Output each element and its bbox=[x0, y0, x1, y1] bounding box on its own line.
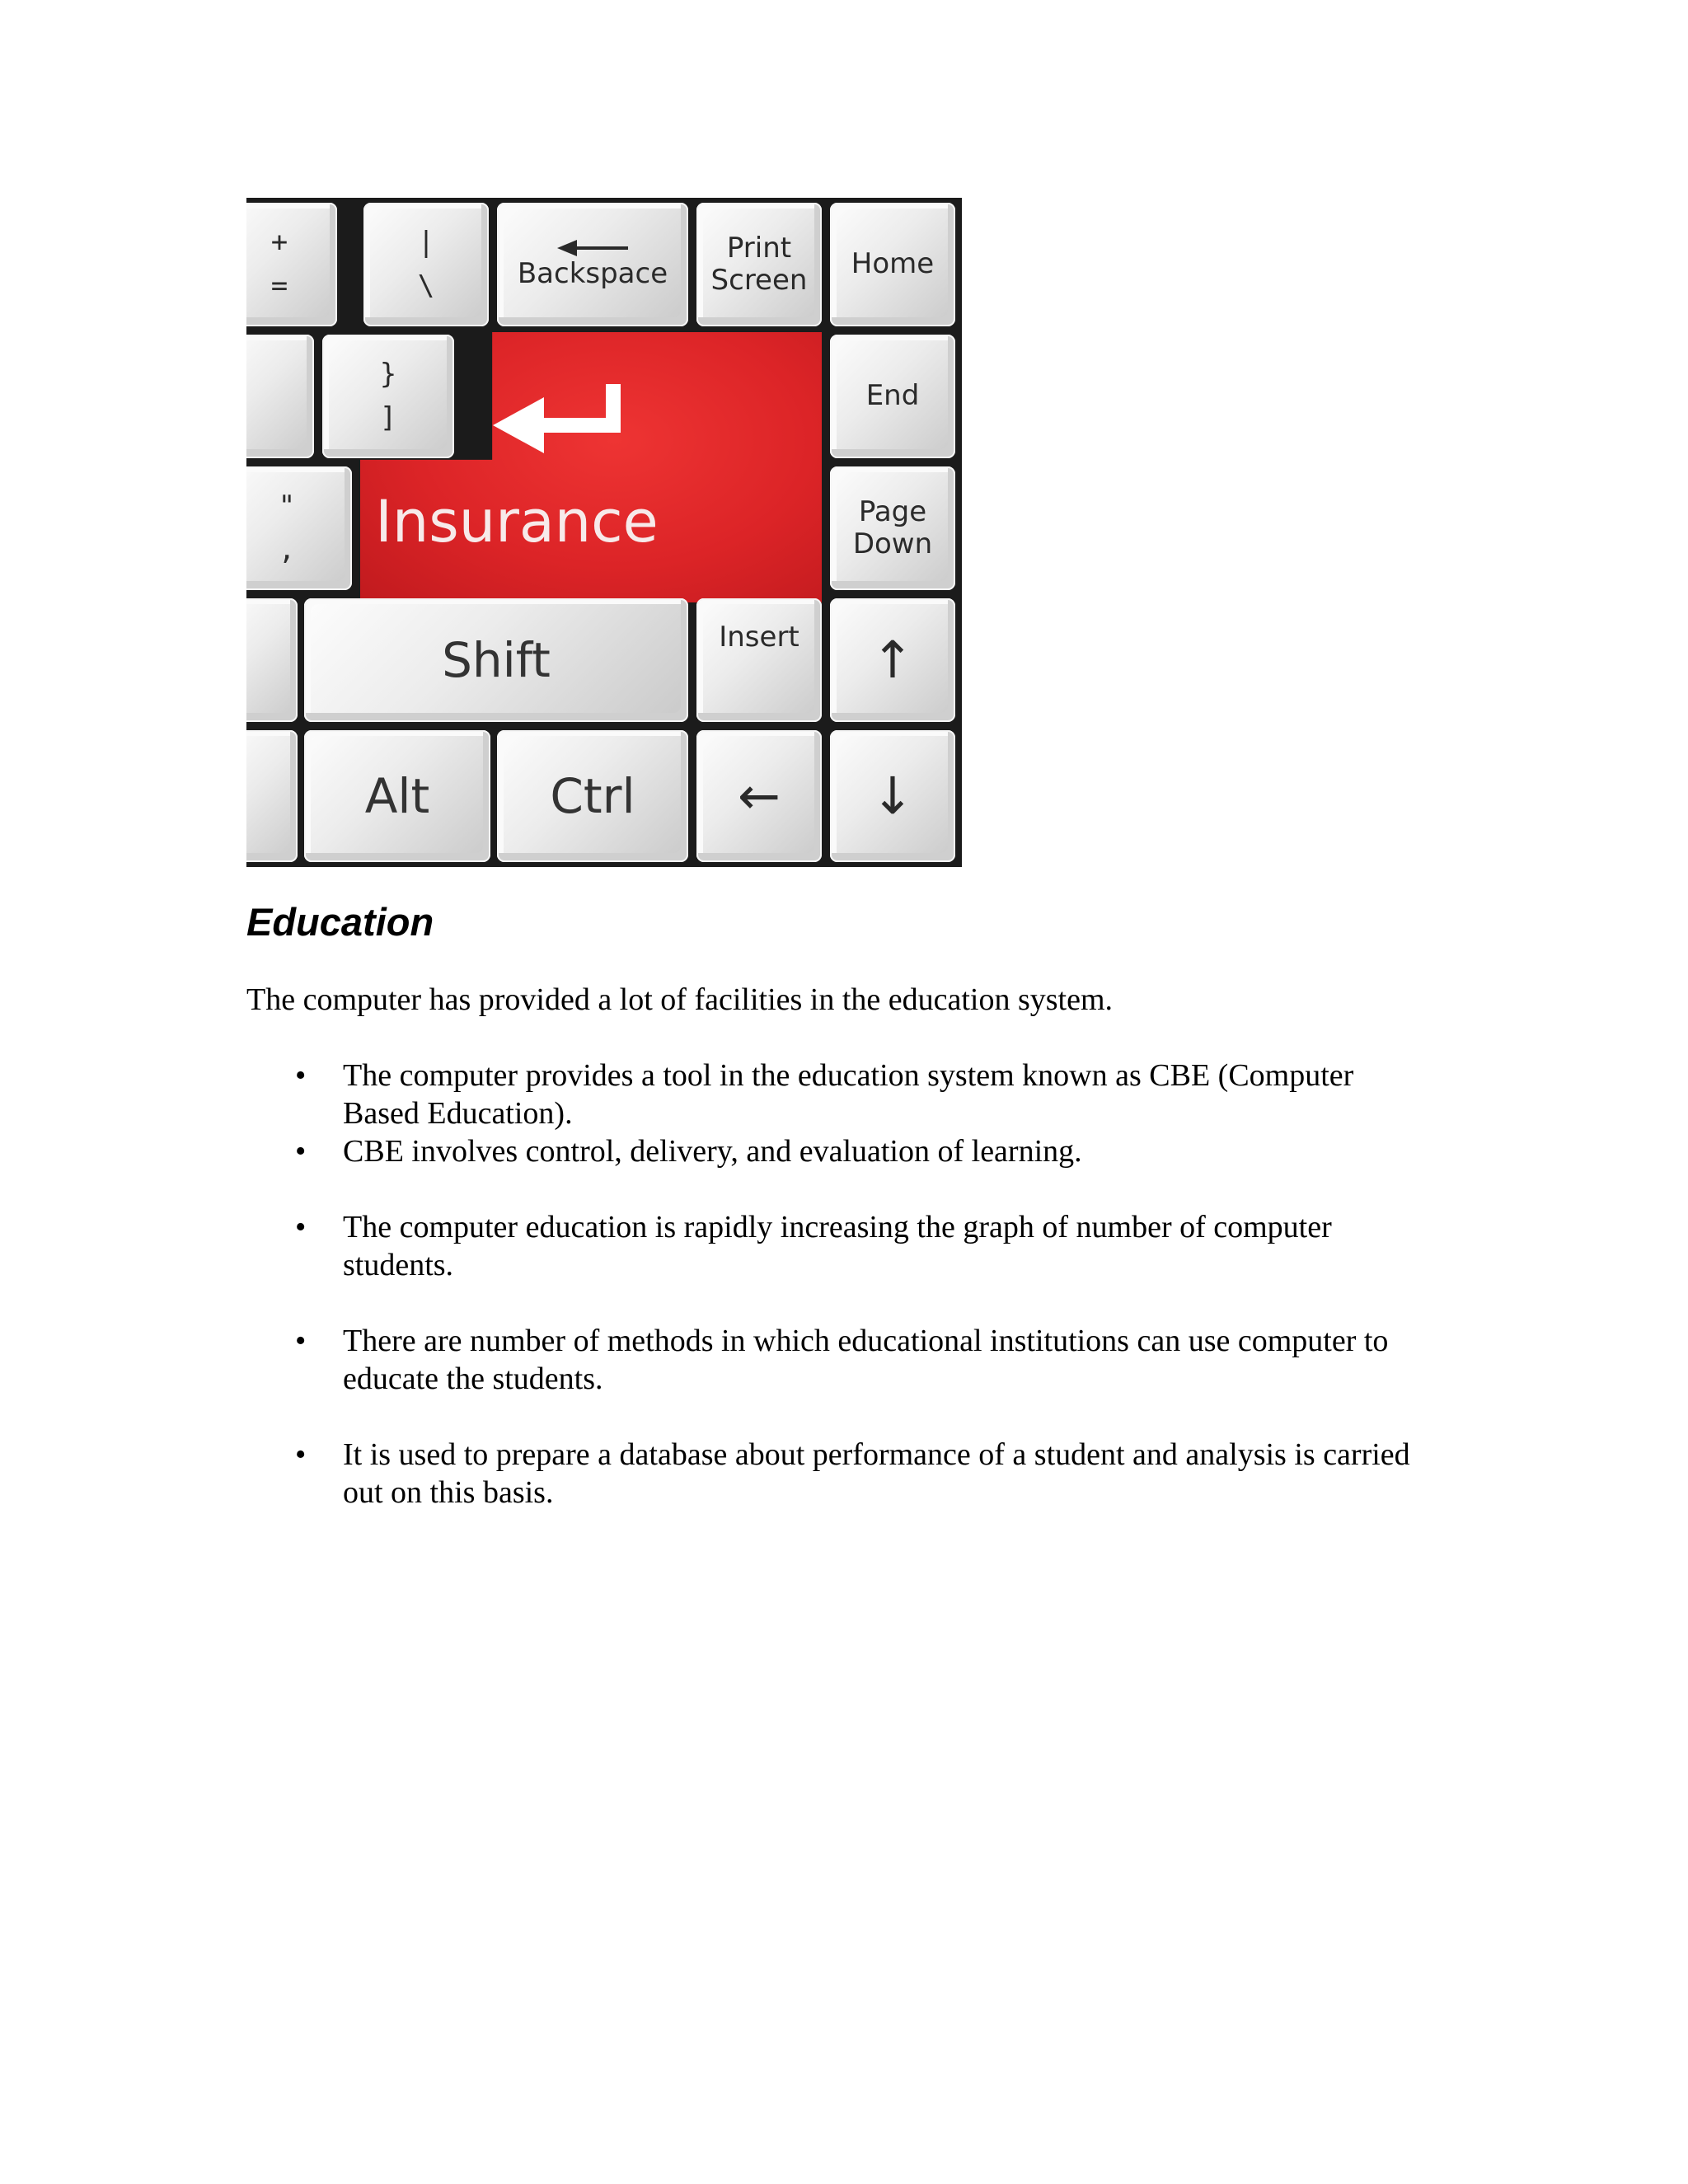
arrow-down-key bbox=[830, 730, 955, 862]
shift-key bbox=[304, 598, 688, 722]
section-heading: Education bbox=[246, 900, 434, 944]
page-down-key-label: Page Down bbox=[852, 494, 933, 560]
quote-comma-key bbox=[246, 466, 352, 590]
quote-comma-key-label: " , bbox=[278, 490, 296, 566]
alt-key bbox=[304, 730, 490, 862]
list-item bbox=[295, 1132, 1431, 1170]
end-key-label: End bbox=[865, 379, 920, 413]
shift-key-label: Shift bbox=[442, 631, 551, 688]
enter-arrow-icon bbox=[490, 377, 638, 460]
insert-key bbox=[696, 598, 822, 722]
arrow-left-icon: ← bbox=[738, 766, 781, 827]
intro-paragraph: The computer has provided a lot of facilities in the education system. bbox=[246, 982, 1114, 1017]
insurance-key-label: Insurance bbox=[375, 488, 659, 555]
ctrl-key bbox=[497, 730, 688, 862]
partial-key-row2 bbox=[246, 335, 314, 458]
ctrl-key-label: Ctrl bbox=[550, 767, 635, 824]
bullet-marker: • bbox=[295, 1437, 307, 1472]
print-screen-key bbox=[696, 203, 822, 326]
plus-equals-key-label: + = bbox=[270, 226, 288, 302]
home-key-label: Home bbox=[851, 247, 935, 281]
bullet-marker: • bbox=[295, 1134, 307, 1169]
list-item bbox=[295, 1208, 1431, 1284]
list-item-text: The computer education is rapidly increasing the graph of number of computer students. bbox=[343, 1210, 1332, 1282]
insert-key-label: Insert bbox=[719, 621, 799, 654]
plus-equals-key bbox=[246, 203, 337, 326]
partial-key-row4 bbox=[246, 598, 298, 722]
backspace-key-label: Backspace bbox=[517, 257, 668, 291]
bullet-marker: • bbox=[295, 1210, 307, 1244]
keyboard-image bbox=[246, 198, 962, 867]
home-key bbox=[830, 203, 955, 326]
end-key bbox=[830, 335, 955, 458]
list-item bbox=[295, 1057, 1431, 1132]
arrow-down-icon: ↓ bbox=[871, 766, 914, 827]
arrow-up-icon: ↑ bbox=[871, 630, 914, 691]
list-item bbox=[295, 1436, 1431, 1511]
alt-key-label: Alt bbox=[364, 767, 430, 824]
print-screen-key-label: Print Screen bbox=[710, 231, 808, 297]
list-item bbox=[295, 1322, 1431, 1398]
arrow-left-key bbox=[696, 730, 822, 862]
backspace-key bbox=[497, 203, 688, 326]
arrow-up-key bbox=[830, 598, 955, 722]
brace-bracket-key-label: } ] bbox=[379, 358, 397, 434]
brace-bracket-key bbox=[322, 335, 454, 458]
list-item-text: CBE involves control, delivery, and evaluation of learning. bbox=[343, 1134, 1082, 1169]
list-item-text: The computer provides a tool in the education system known as CBE (Computer Based Education). bbox=[343, 1058, 1354, 1131]
bullet-marker: • bbox=[295, 1324, 307, 1358]
pipe-backslash-key bbox=[363, 203, 489, 326]
page-down-key bbox=[830, 466, 955, 590]
backspace-arrow-icon bbox=[556, 238, 630, 258]
bullet-marker: • bbox=[295, 1058, 307, 1093]
list-item-text: There are number of methods in which educational institutions can use computer to educate the students. bbox=[343, 1324, 1389, 1396]
pipe-backslash-key-label: | \ bbox=[417, 226, 435, 302]
partial-key-row5 bbox=[246, 730, 298, 862]
list-item-text: It is used to prepare a database about performance of a student and analysis is carried out on this basis. bbox=[343, 1437, 1410, 1510]
